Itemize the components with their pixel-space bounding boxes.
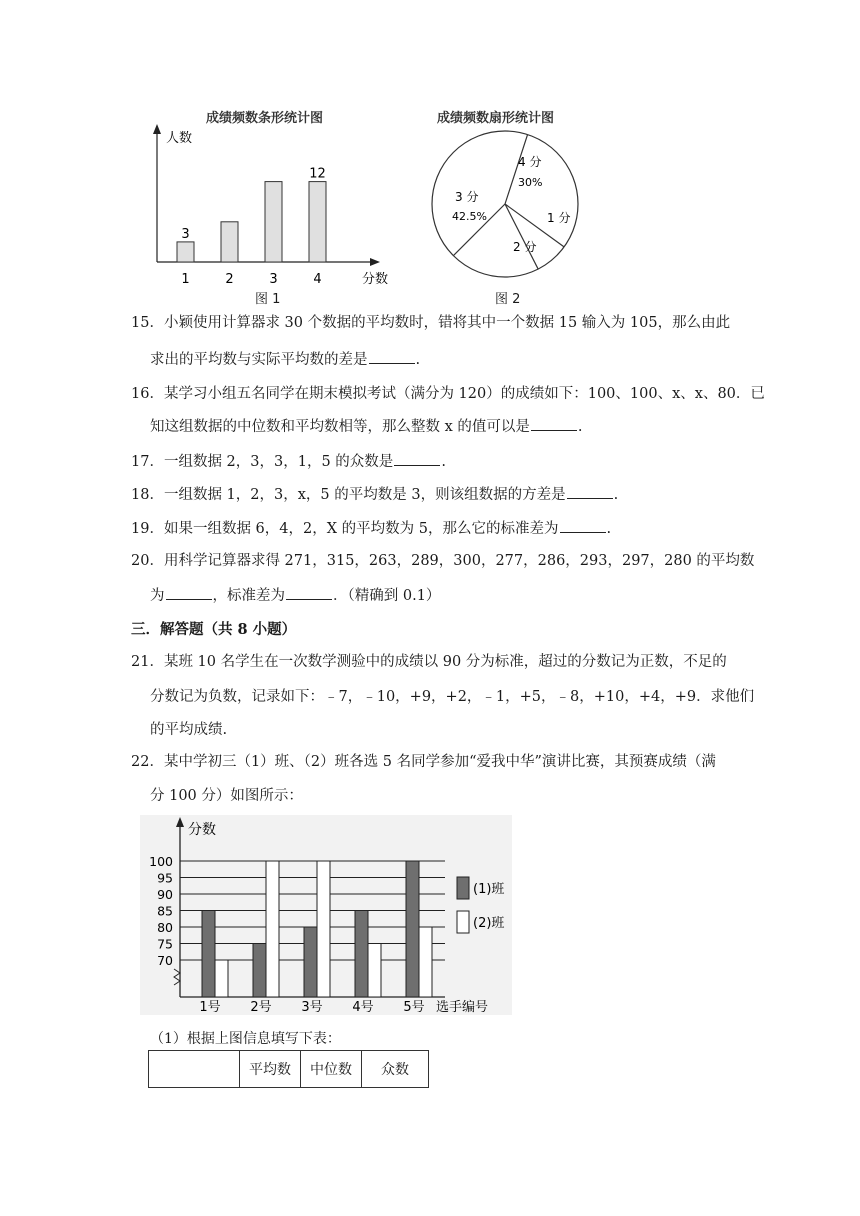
q19-num: 19． [131, 521, 164, 537]
q18-num: 18． [131, 487, 164, 503]
fig3-xtick: 3号 [301, 1000, 323, 1015]
fig3-ytick: 85 [157, 903, 173, 919]
fig1-xtick: 3 [269, 272, 278, 287]
fig1-title: 成绩频数条形统计图 [206, 111, 324, 126]
q20-line2b: ，标准差为 [212, 588, 285, 604]
section-3-heading: 三．解答题（共 8 小题） [131, 621, 297, 638]
table-header-mean: 平均数 [240, 1051, 301, 1088]
legend-swatch-class1 [457, 877, 469, 899]
q16-blank[interactable] [531, 416, 577, 431]
fig1-ylabel: 人数 [166, 131, 193, 146]
fig3-ylabel: 分数 [188, 822, 216, 838]
q19-text: 如果一组数据 6，4，2，X 的平均数为 5，那么它的标准差为 [163, 521, 559, 537]
q21-num: 21． [131, 654, 164, 670]
q17-blank[interactable] [394, 451, 440, 466]
fig1-xtick: 2 [225, 272, 234, 287]
fig3-ytick: 75 [157, 936, 173, 952]
q20-blank-mean[interactable] [166, 585, 212, 600]
q17-text: 一组数据 2，3，3，1，5 的众数是 [163, 454, 394, 470]
fig3-bar [317, 861, 330, 997]
fig2-title: 成绩频数扇形统计图 [437, 111, 555, 126]
table-row [149, 1051, 429, 1088]
fig3-ytick: 70 [157, 953, 173, 968]
fig3-ytick: 90 [157, 887, 173, 902]
question-19 [131, 518, 741, 539]
fig3-bar [368, 944, 381, 998]
fig3-bar [355, 911, 368, 998]
fig1-xlabel: 分数 [362, 272, 389, 287]
fig1-caption: 图 1 [255, 292, 281, 307]
q16-num: 16． [131, 386, 164, 402]
table-header-median: 中位数 [301, 1051, 362, 1088]
q15-line2: 求出的平均数与实际平均数的差是 [150, 352, 368, 368]
pie-pct-4: 30% [518, 176, 543, 189]
question-15 [131, 313, 741, 333]
fig1-bar-chart [140, 120, 410, 300]
question-15-cont [150, 349, 420, 370]
fig3-grouped-bar-chart [140, 815, 520, 1015]
question-22-line2: 分 100 分）如图所示： [150, 788, 303, 804]
q15-end: . [415, 352, 421, 368]
pie-label-4: 4 分 [518, 155, 542, 169]
q15-blank[interactable] [369, 349, 415, 364]
fig1-bar-4 [309, 182, 326, 262]
q20-line1: 用科学记算器求得 271，315，263，289，300，277，286，293，297，280 的平均数 [163, 553, 755, 569]
q19-end: . [606, 521, 612, 537]
q15-line1: 小颖使用计算器求 30 个数据的平均数时，错将其中一个数据 15 输入为 105，那么由此 [163, 315, 731, 331]
question-20-cont [150, 585, 440, 606]
pie-label-1: 1 分 [547, 211, 571, 225]
fig1-xtick: 4 [313, 272, 322, 287]
q20-num: 20． [131, 553, 164, 569]
fig3-bar [304, 927, 317, 997]
fig3-xtick: 4号 [352, 1000, 374, 1015]
stats-table [148, 1050, 429, 1088]
q20-line2a: 为 [150, 588, 165, 604]
fig3-bar [215, 960, 228, 997]
q20-blank-std[interactable] [286, 585, 332, 600]
fig3-xtick: 5号 [403, 1000, 425, 1015]
pie-label-2: 2 分 [513, 240, 537, 254]
fig3-ytick: 100 [149, 854, 173, 869]
fig3-ytick: 95 [157, 870, 173, 886]
fig3-bar [266, 861, 279, 997]
fig1-data-label: 12 [309, 166, 326, 182]
fig3-bar [406, 861, 419, 997]
legend-label-class2: (2)班 [473, 916, 505, 931]
question-21 [131, 652, 741, 672]
q21-line1: 某班 10 名学生在一次数学测验中的成绩以 90 分为标准，超过的分数记为正数，不足的 [163, 654, 727, 670]
fig2-pie-chart [425, 120, 585, 285]
fig1-bar-2 [221, 222, 238, 262]
table-header-blank [149, 1051, 240, 1088]
legend-swatch-class2 [457, 911, 469, 933]
fig1-data-label: 3 [181, 226, 190, 242]
question-18 [131, 484, 741, 505]
pie-label-3: 3 分 [455, 190, 479, 204]
q15-num: 15． [131, 315, 164, 331]
q16-line1: 某学习小组五名同学在期末模拟考试（满分为 120）的成绩如下：100、100、x、x、80．已 [163, 386, 765, 402]
fig1-bar-1 [177, 242, 194, 262]
q18-blank[interactable] [567, 484, 613, 499]
question-16 [131, 384, 765, 404]
fig3-bar [419, 927, 432, 997]
question-17 [131, 451, 741, 472]
q16-line2: 知这组数据的中位数和平均数相等，那么整数 x 的值可以是 [150, 419, 530, 435]
fig3-xtick: 2号 [250, 1000, 272, 1015]
fig3-bar [253, 944, 266, 998]
sub-question-1: （1）根据上图信息填写下表： [150, 1031, 341, 1047]
legend-label-class1: (1)班 [473, 882, 505, 897]
pie-pct-3: 42.5% [452, 210, 487, 223]
question-22 [131, 752, 741, 772]
fig1-bar-3 [265, 182, 282, 262]
q18-text: 一组数据 1，2，3，x，5 的平均数是 3，则该组数据的方差是 [163, 487, 566, 503]
question-16-cont [150, 416, 583, 437]
q17-num: 17． [131, 454, 164, 470]
q17-end: . [441, 454, 446, 470]
fig3-bar [202, 911, 215, 998]
question-21-line2: 分数记为负数，记录如下：﹣7，﹣10，+9，+2，﹣1，+5，﹣8，+10，+4，+9．求他们 [150, 689, 755, 705]
fig3-ytick: 80 [157, 920, 173, 935]
fig3-xlabel: 选手编号 [436, 1000, 489, 1015]
question-21-line3: 的平均成绩. [150, 722, 228, 738]
fig1-xtick: 1 [181, 272, 190, 287]
question-20 [131, 551, 755, 571]
table-header-mode: 众数 [362, 1051, 429, 1088]
q18-end: . [613, 487, 619, 503]
q16-end: . [577, 419, 583, 435]
q20-line2c: ．（精确到 0.1） [333, 588, 441, 604]
q22-num: 22． [131, 754, 164, 770]
q22-line1: 某中学初三（1）班、（2）班各选 5 名同学参加“爱我中华”演讲比赛，其预赛成绩（满 [163, 754, 716, 770]
fig3-xtick: 1号 [199, 1000, 221, 1015]
q19-blank[interactable] [560, 518, 606, 533]
fig2-caption: 图 2 [495, 292, 521, 307]
